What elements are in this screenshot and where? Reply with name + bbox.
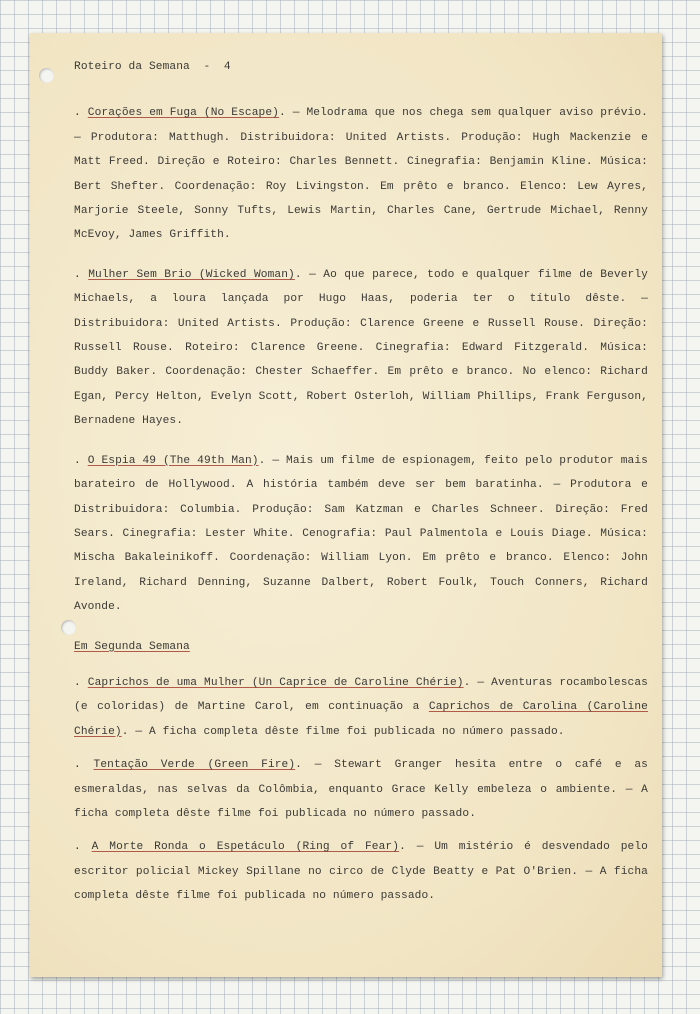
typewritten-page [30,33,662,977]
page-text [74,55,648,918]
film-description: — Um mistério é desvendado pelo escritor policial Mickey Spillane no circo de Clyde Beatty e Pat O'Brien. — A ficha completa dêste filme foi publicada no número passado. [74,841,648,903]
film-title: Tentação Verde (Green Fire) [93,759,296,772]
film-description: — Ao que parece, todo e qualquer filme de Beverly Michaels, a loura lançada por Hugo Haas, poderia ter o título dêste. — Distribuidora: United Artists. Produção: Clarence Greene e Russell Rouse. Direção: Russell Rouse. Roteiro: Clarence Greene. Cinegrafia: Edward Fitzgerald. Música: Buddy Baker. Coordenação: Chester Schaeffer. Em prêto e branco. No elenco: Richard Egan, Percy Helton, Evelyn Scott, Robert Osterloh, William Phillips, Frank Ferguson, Bernadene Hayes. [74,268,648,428]
page-header: Roteiro da Semana - 4 [74,61,231,73]
film-description: — A ficha completa dêste filme foi publicada no número passado. [135,725,565,738]
film-description: — Aventuras rocambolescas (e coloridas) de Martine Carol, em continuação a [74,676,648,714]
film-entry: . O Espia 49 (The 49th Man). — Mais um filme de espionagem, feito pelo produtor mais barateiro de Hollywood. A história também deve ser bem baratinha. — Produtora e Distribuidora: Columbia. Produção: Sam Katzman e Charles Schneer. Direção: Fred Sears. Cinegrafia: Lester White. Cenografia: Paul Palmentola e Louis Diage. Música: Mischa Bakaleinikoff. Coordenação: William Lyon. Em prêto e branco. Elenco: John Ireland, Richard Denning, Suzanne Dalbert, Robert Foulk, Touch Conners, Richard Avonde. [74,454,648,614]
film-entry: . Tentação Verde (Green Fire). — Stewart Granger hesita entre o café e as esmeraldas, nas selvas da Colômbia, enquanto Grace Kelly embeleza o ambiente. — A ficha completa dêste filme foi publicada no número passado. [74,759,648,820]
film-description: — Stewart Granger hesita entre o café e as esmeraldas, nas selvas da Colômbia, enquanto Grace Kelly embeleza o ambiente. — A ficha completa dêste filme foi publicada no número passado. [74,759,648,820]
film-title: Mulher Sem Brio (Wicked Woman) [88,268,295,281]
film-description: — Mais um filme de espionagem, feito pelo produtor mais barateiro de Hollywood. A história também deve ser bem baratinha. — Produtora e Distribuidora: Columbia. Produção: Sam Katzman e Charles Schneer. Direção: Fred Sears. Cinegrafia: Lester White. Cenografia: Paul Palmentola e Louis Diage. Música: Mischa Bakaleinikoff. Coordenação: William Lyon. Em prêto e branco. Elenco: John Ireland, Richard Denning, Suzanne Dalbert, Robert Foulk, Touch Conners, Richard Avonde. [74,454,648,614]
punch-hole [39,68,54,83]
film-description: — Melodrama que nos chega sem qualquer aviso prévio. — Produtora: Matthugh. Distribuidora: United Artists. Produção: Hugh Mackenzie e Matt Freed. Direção e Roteiro: Charles Bennett. Cinegrafia: Benjamin Kline. Música: Bert Shefter. Coordenação: Roy Livingston. Em prêto e branco. Elenco: Lew Ayres, Marjorie Steele, Sonny Tufts, Lewis Martin, Charles Cane, Gertrude Michael, Renny McEvoy, James Griffith. [74,107,648,242]
film-entry: . Caprichos de uma Mulher (Un Caprice de Caroline Chérie). — Aventuras rocambolescas (e coloridas) de Martine Carol, em continuação a Caprichos de Carolina (Caroline Chérie). — A ficha completa dêste filme foi publicada no número passado. [74,676,648,738]
film-entry: . A Morte Ronda o Espetáculo (Ring of Fear). — Um mistério é desvendado pelo escritor policial Mickey Spillane no circo de Clyde Beatty e Pat O'Brien. — A ficha completa dêste filme foi publicada no número passado. [74,841,648,903]
section-heading: Em Segunda Semana [74,640,190,653]
referenced-film-title: Caprichos de Carolina (Caroline Chérie) [74,701,648,738]
film-entry: . Mulher Sem Brio (Wicked Woman). — Ao que parece, todo e qualquer filme de Beverly Michaels, a loura lançada por Hugo Haas, poderia ter o título dêste. — Distribuidora: United Artists. Produção: Clarence Greene e Russell Rouse. Direção: Russell Rouse. Roteiro: Clarence Greene. Cinegrafia: Edward Fitzgerald. Música: Buddy Baker. Coordenação: Chester Schaeffer. Em prêto e branco. No elenco: Richard Egan, Percy Helton, Evelyn Scott, Robert Osterloh, William Phillips, Frank Ferguson, Bernadene Hayes. [74,268,648,428]
film-title: A Morte Ronda o Espetáculo (Ring of Fear) [91,841,400,854]
film-title: Caprichos de uma Mulher (Un Caprice de Caroline Chérie) [87,676,464,689]
film-title: Corações em Fuga (No Escape) [87,107,279,120]
film-title: O Espia 49 (The 49th Man) [87,454,259,467]
film-entry: . Corações em Fuga (No Escape). — Melodrama que nos chega sem qualquer aviso prévio. — Produtora: Matthugh. Distribuidora: United Artists. Produção: Hugh Mackenzie e Matt Freed. Direção e Roteiro: Charles Bennett. Cinegrafia: Benjamin Kline. Música: Bert Shefter. Coordenação: Roy Livingston. Em prêto e branco. Elenco: Lew Ayres, Marjorie Steele, Sonny Tufts, Lewis Martin, Charles Cane, Gertrude Michael, Renny McEvoy, James Griffith. [74,107,648,242]
